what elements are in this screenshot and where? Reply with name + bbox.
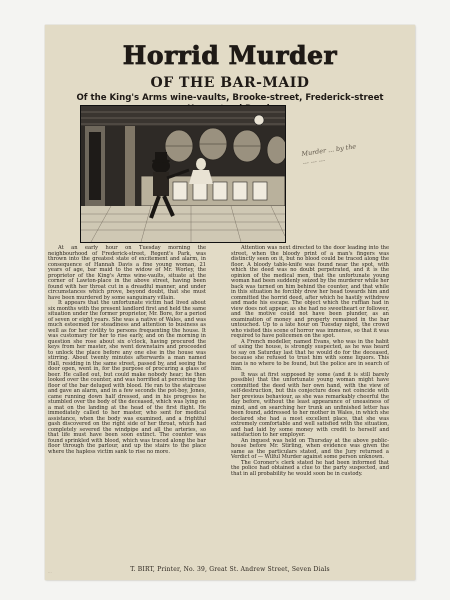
corner-mark: ... <box>48 569 52 574</box>
paragraph: At an early hour on Tuesday morning the neighbourhood of Frederick-street, Regent's Park, was thrown into the greatest state of excitement and alarm, in consequence of Hannah Davis a fine young woman, 21 years of age, bar maid to the widow of Mr. Worley, the proprietor of the King's Arms wine-vaults, situate at the corner of Lawton-place in the above street, having been found with her throat cut in a dreadful manner, and under circumstances which prove, beyond doubt, that she must have been murdered by some sanguinary villain. <box>48 245 206 301</box>
printer-imprint: T. BIRT, Printer, No. 39, Great St. Andrew Street, Seven Dials <box>130 566 330 573</box>
paragraph: Attention was next directed to the door leading into the street, when the bloody print of a man's fingers was distinctly seen on it, but no blood could be traced along the floor. A bloody table-knife was found near the spot, with which the deed was no doubt perpetrated, and it is the opinion of the medical men, that the unfortunate young woman had been suddenly seized by the murderer while her back was turned on him behind the counter, and that while in this situation he forcibly drew her head towards him and committed the horrid deed, after which he hastily withdrew and made his escape. The object which the ruffian had in view does not appear, as she had no sweetheart or follower, and the motive could not have been plunder, as an examination of money and property remained in the bar untouched. Up to a late hour on Tuesday night, the crowd who visited this scene of horror was immense, so that it was required to have policemen on the spot. <box>231 245 389 339</box>
headline-title: Horrid Murder <box>122 41 338 70</box>
paragraph: It was at first supposed by some (and it is still barely possible) that the unfortunate young woman might have committed the deed with her own hand, with the view of self-destruction, but this conjecture does not coincide with her previous behaviour, as she was remarkably cheerful the day before, without the least appearance of uneasiness of mind, and on searching her trunk an unfinished letter has been found, addressed to her mother in Wales, in which she declared she had a most excellent place, that she was extremely comfortable and well satisfied with the situation, and had laid by some money with credit to herself and satisfaction to her employer. <box>231 371 389 438</box>
paragraph: A French modeller, named Evans, who was in the habit of using the house, is strongly suspected, as he was heard to say on Saturday last that he would do for the deceased, because she refused to trust him with some liquors. This man is no where to be found, but the police are in search of him. <box>231 338 389 372</box>
location-line: Of the King's Arms wine-vaults, Brooke-street, Frederick-street <box>76 93 384 103</box>
paragraph: The Coroner's clerk stated he had been informed that the police had obtained a clue to the party suspected, and that in all probability he would soon be in custody. <box>231 459 389 477</box>
paragraph: It appears that the unfortunate victim had lived about six months with the present landlord first and held the same situation under the former proprietor, Mr. Bore, for a period of seven or eight years. She was a native of Wales, and was much esteemed for steadiness and attention to business as well as for her civility to persons frequenting the house. It was customary for her to rise early, and on the morning in question she rose about six o'clock, having procured the keys from her master, she went downstairs and proceeded to unlock the place before any one else in the house was stirring. About twenty minutes afterwards a man named Hall, residing in the same street, passed by, and seeing the door open, went in, for the purpose of procuring a glass of beer. He called out, but could make nobody hear; he then looked over the counter, and was horrified at perceiving the floor of the bar deluged with blood. He ran to the staircase and gave an alarm, and in a few seconds the pot-boy, Jones, came running down half dressed, and in his progress he stumbled over the body of the deceased, which was lying on a mat on the landing at the head of the first flight. He immediately called to her master, who sent for medical assistance, when the body was examined, and a frightful gash discovered on the right side of her throat, which had completely severed the windpipe and all the arteries, so that life must have been soon extinct. The counter was found sprinkled with blood, which was traced along the bar floor through the parlour, and up the stairs to the place where the hapless victim sank to rise no more. <box>48 300 206 455</box>
article-column-left <box>48 246 206 455</box>
article-column-right <box>231 246 389 477</box>
handwritten-inscription: Murder ... by the ... ... ... <box>301 142 357 166</box>
headline-subtitle: OF THE BAR-MAID <box>150 75 310 91</box>
paragraph: An inquest was held on Thursday at the above public-house before Mr. Stirling, when evidence was given the same as the particulars stated, and the Jury returned a Verdict of — Wilful Murder against some person unknown. <box>231 437 389 460</box>
murder-scene-engraving <box>80 105 286 243</box>
